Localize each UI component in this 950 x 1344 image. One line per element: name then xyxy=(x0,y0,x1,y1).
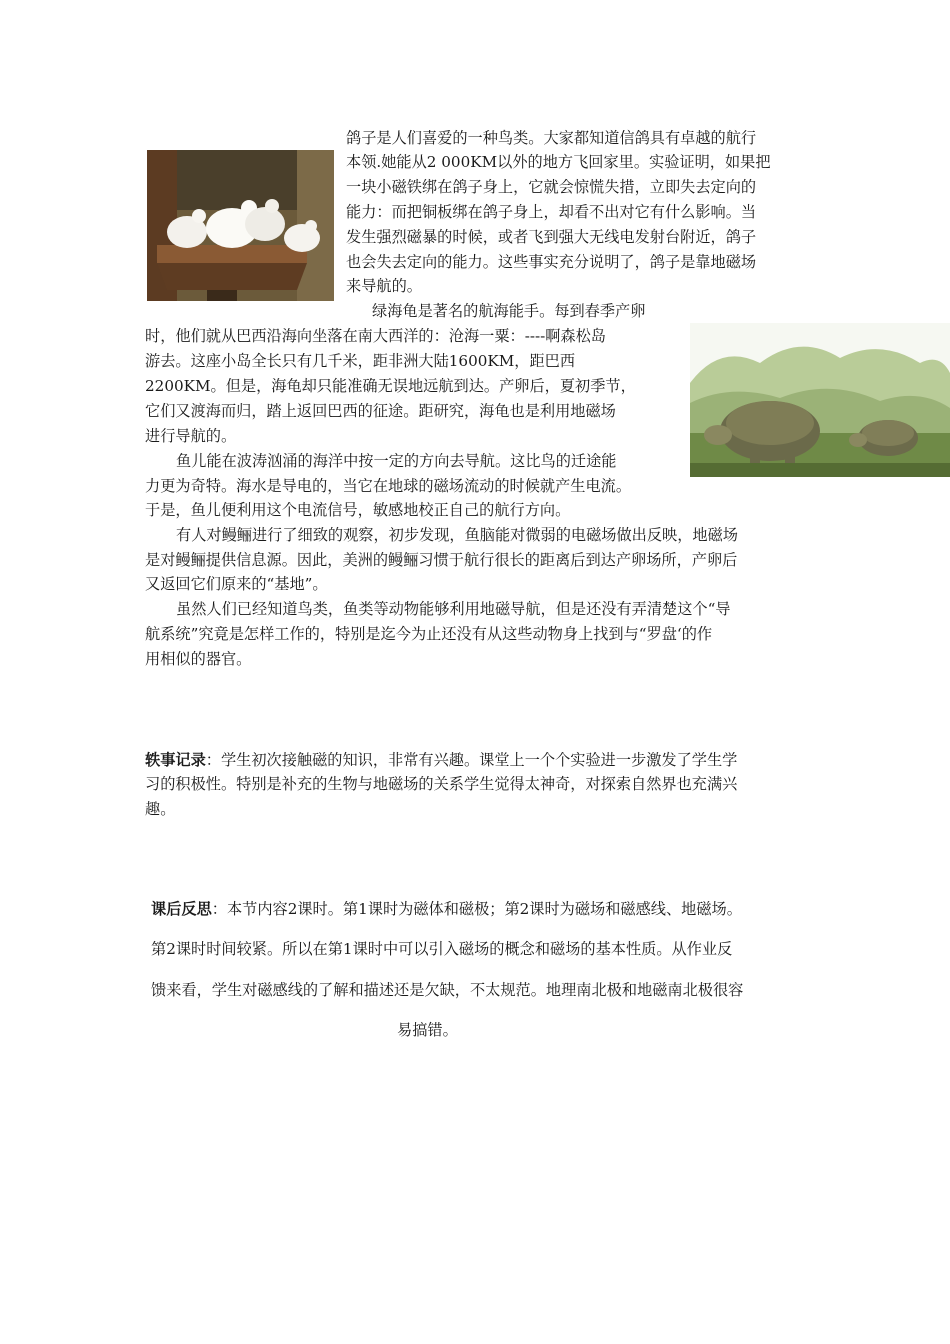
turtle-photo xyxy=(690,323,950,477)
closing-line-3: 用相似的器官。 xyxy=(145,650,252,668)
anecdote-line-2: 习的积极性。特别是补充的生物与地磁场的关系学生觉得太神奇，对探索自然界也充满兴 xyxy=(145,775,738,793)
turtle-line-4: 2200KM。但是，海龟却只能准确无误地远航到达。产卵后，夏初季节， xyxy=(145,377,636,395)
pigeon-line-5: 发生强烈磁暴的时候，或者飞到强大无线电发射台附近，鸽子 xyxy=(346,228,757,246)
anecdote-line-3: 趣。 xyxy=(145,800,176,818)
fish-line-2: 力更为奇特。海水是导电的，当它在地球的磁场流动的时候就产生电流。 xyxy=(145,477,631,495)
eel-line-3: 又返回它们原来的“基地”。 xyxy=(145,575,328,593)
turtle-line-2: 时，他们就从巴西沿海向坐落在南大西洋的：沧海一粟：----啊森松岛 xyxy=(145,327,606,345)
pigeon-line-2: 本领.她能从2 000KM以外的地方飞回家里。实验证明，如果把 xyxy=(346,153,771,171)
reflection-line-1 xyxy=(151,897,742,921)
pigeon-line-3: 一块小磁铁绑在鸽子身上，它就会惊慌失措，立即失去定向的 xyxy=(346,178,757,196)
turtle-line-5: 它们又渡海而归，踏上返回巴西的征途。距研究，海龟也是利用地磁场 xyxy=(145,402,616,420)
pigeon-line-7: 来导航的。 xyxy=(346,277,422,295)
pigeon-line-4: 能力：而把铜板绑在鸽子身上，却看不出对它有什么影响。当 xyxy=(346,203,757,221)
fish-line-1: 鱼儿能在波涛汹涌的海洋中按一定的方向去导航。这比鸟的迁途能 xyxy=(176,452,617,470)
pigeon-line-1: 鸽子是人们喜爱的一种鸟类。大家都知道信鸽具有卓越的航行 xyxy=(346,129,757,147)
closing-line-1: 虽然人们已经知道鸟类，鱼类等动物能够利用地磁导航，但是还没有弄清楚这个“导 xyxy=(176,600,731,618)
turtle-line-6: 进行导航的。 xyxy=(145,427,237,445)
turtle-line-1: 绿海龟是著名的航海能手。每到春季产卵 xyxy=(372,302,646,320)
pigeon-line-6: 也会失去定向的能力。这些事实充分说明了，鸽子是靠地磁场 xyxy=(346,253,757,271)
closing-line-2: 航系统”究竟是怎样工作的，特别是迄今为止还没有从这些动物身上找到与“罗盘‘的作 xyxy=(145,625,713,643)
reflection-label: 课后反思 xyxy=(151,900,212,918)
pigeon-photo xyxy=(147,150,334,301)
fish-line-3: 于是，鱼儿便利用这个电流信号，敏感地校正自己的航行方向。 xyxy=(145,501,571,519)
reflection-line-3: 馈来看，学生对磁感线的了解和描述还是欠缺，不太规范。地理南北极和地磁南北极很容 xyxy=(151,981,744,999)
reflection-line-2: 第2课时时间较紧。所以在第1课时中可以引入磁场的概念和磁场的基本性质。从作业反 xyxy=(151,940,733,958)
reflection-text: ：本节内容2课时。第1课时为磁体和磁极；第2课时为磁场和磁感线、地磁场。 xyxy=(211,900,742,918)
anecdote-label: 轶事记录 xyxy=(145,751,206,769)
anecdote-text: ：学生初次接触磁的知识，非常有兴趣。课堂上一个个实验进一步激发了学生学 xyxy=(205,751,738,769)
anecdote-line-1 xyxy=(145,748,737,772)
eel-line-1: 有人对鳗鲡进行了细致的观察，初步发现，鱼脑能对微弱的电磁场做出反映，地磁场 xyxy=(176,526,738,544)
eel-line-2: 是对鳗鲡提供信息源。因此，美洲的鳗鲡习惯于航行很长的距离后到达产卵场所，产卵后 xyxy=(145,551,738,569)
reflection-line-4: 易搞错。 xyxy=(397,1021,458,1039)
turtle-line-3: 游去。这座小岛全长只有几千米，距非洲大陆1600KM，距巴西 xyxy=(145,352,576,370)
